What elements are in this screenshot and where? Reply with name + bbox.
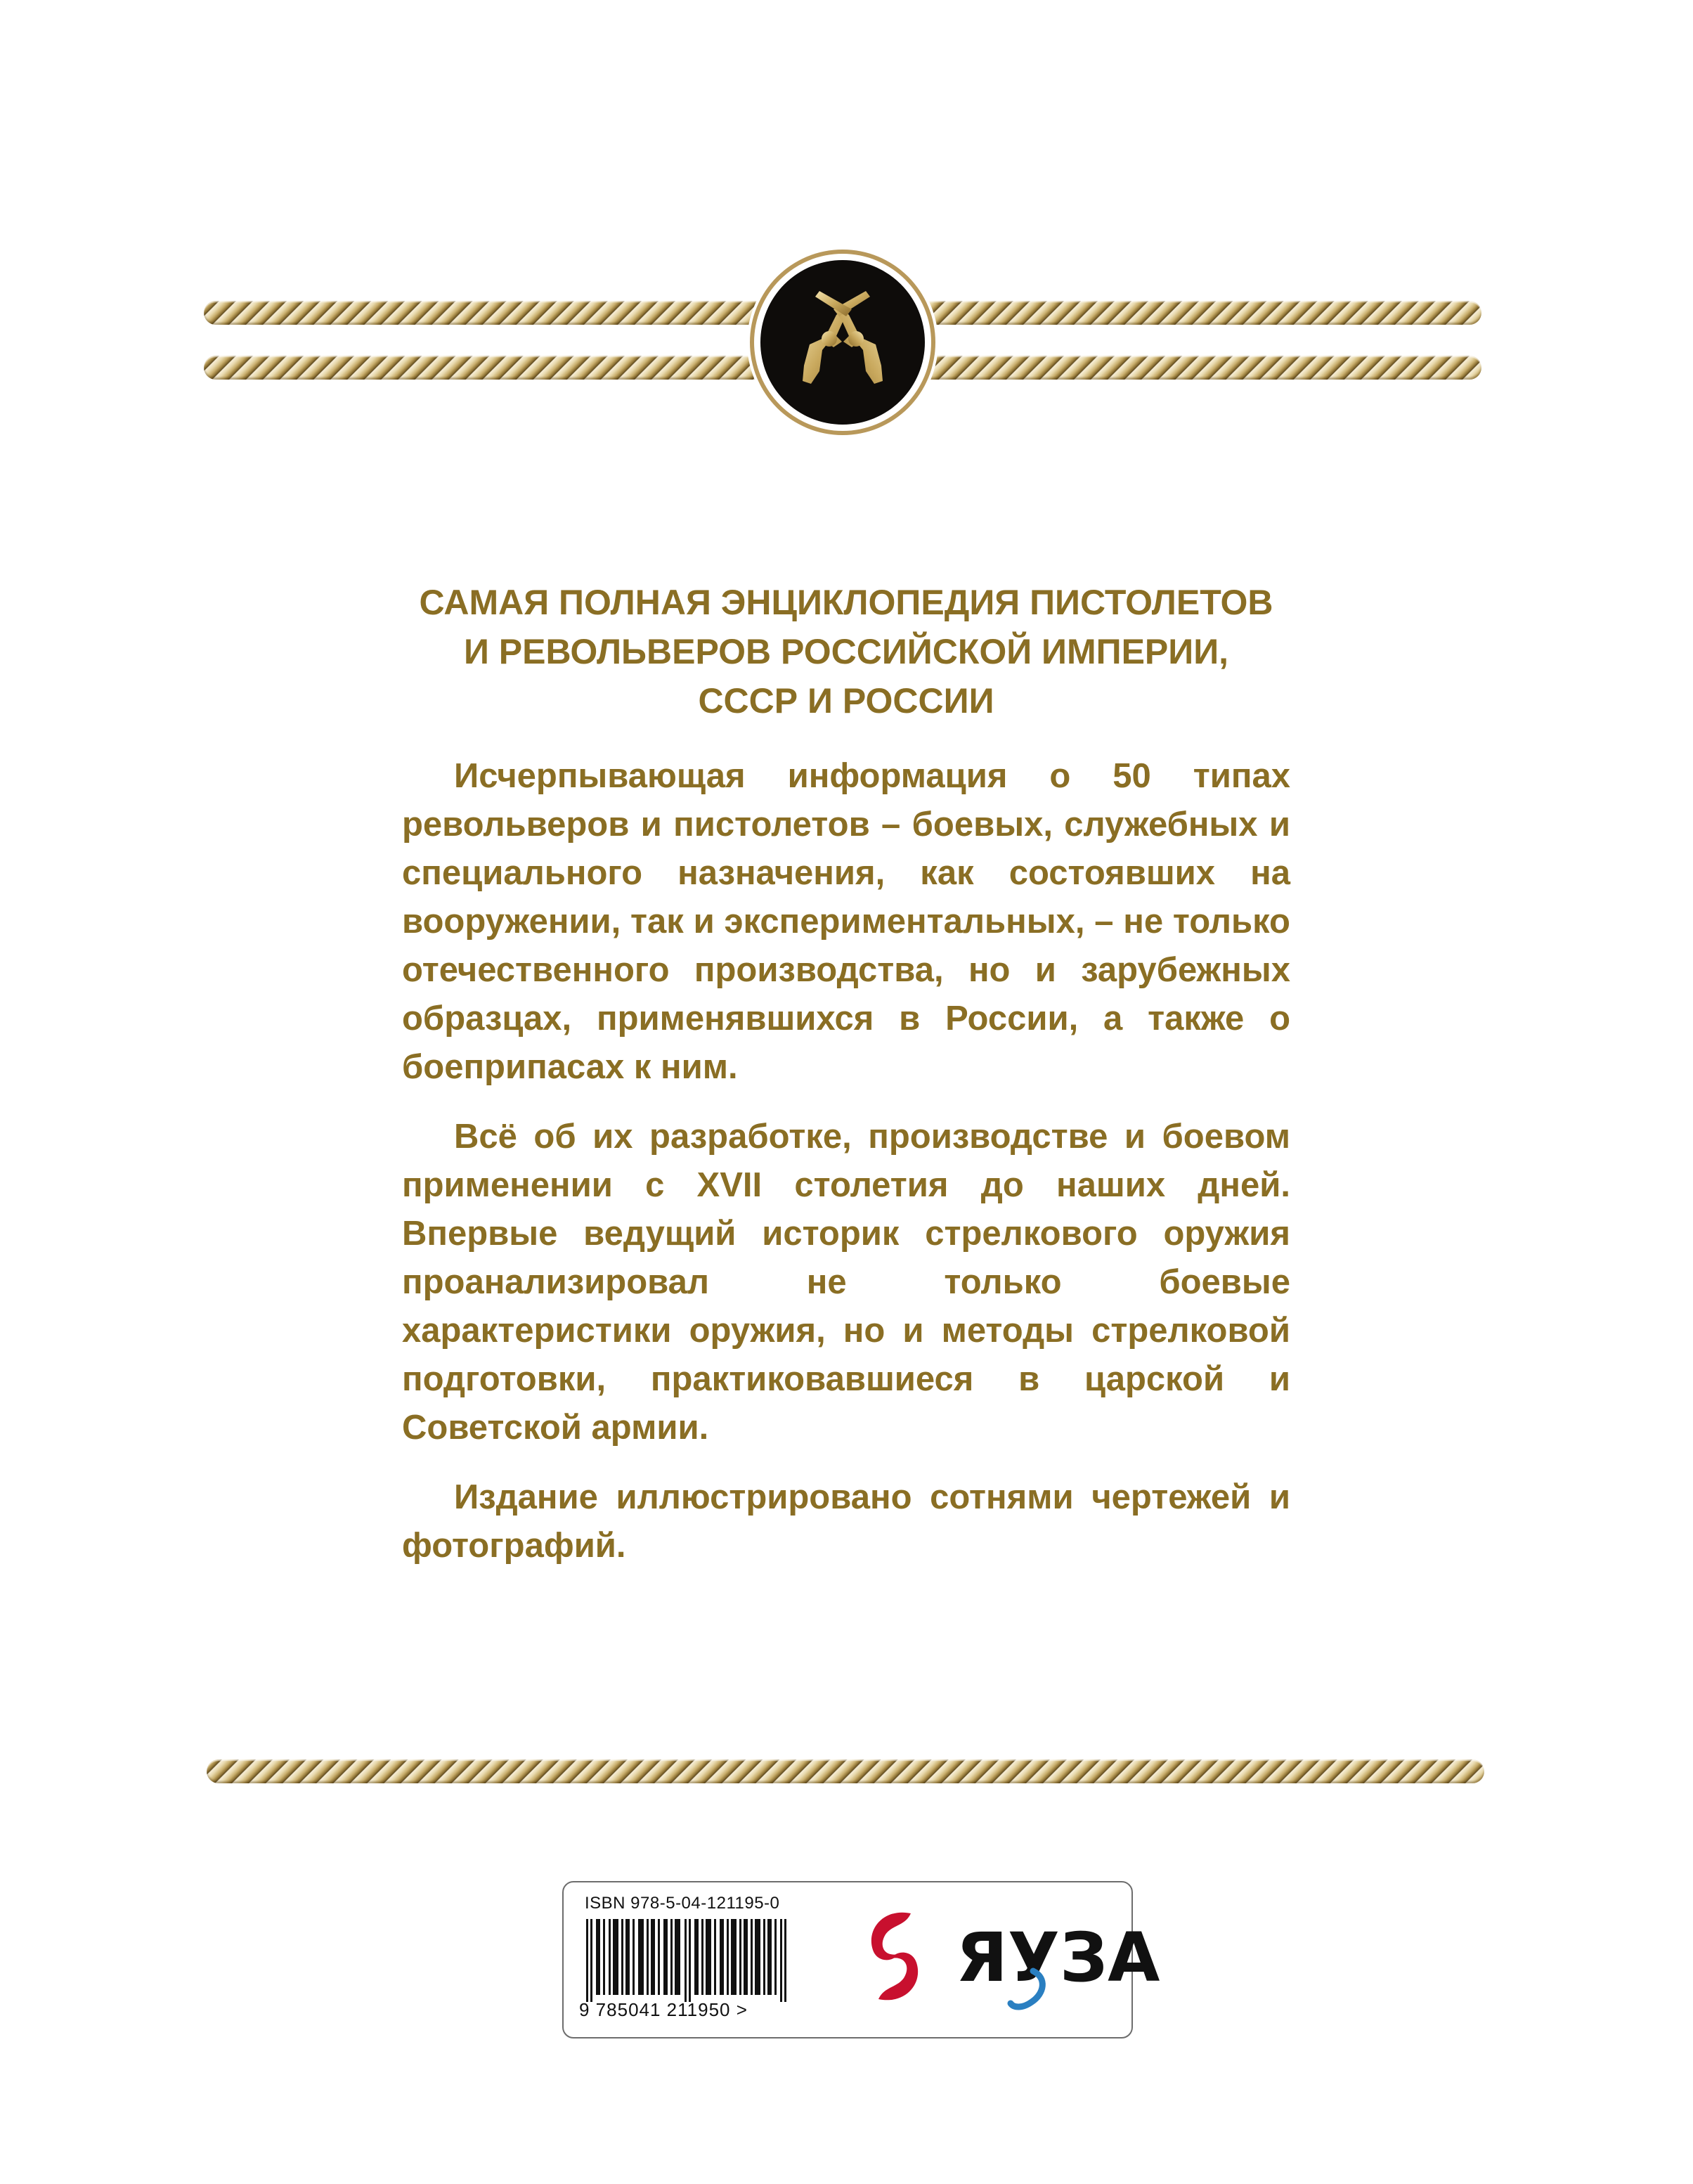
barcode-digits: 9 785041 211950 > — [579, 1999, 748, 2020]
headline-line-1: САМАЯ ПОЛНАЯ ЭНЦИКЛОПЕДИЯ ПИСТОЛЕТОВ — [419, 583, 1273, 622]
paragraph-contents: Исчерпывающая информация о 50 типах револьверов и пистолетов – боевых, служебных и специального назначения, как состоявших на вооружении, так и экспериментальных, – не только отечественного производства, но и зарубежных образцах, применявшихся в России, а также о боеприпасах к ним. — [402, 757, 1290, 1086]
annotation-text — [402, 578, 1290, 1591]
yauza-logo-icon — [954, 1911, 1160, 2016]
rope-border-bottom — [207, 1759, 1484, 1783]
paragraph-illustrations: Издание иллюстрировано сотнями чертежей и фотографий. — [402, 1478, 1290, 1565]
barcode-bars — [582, 1919, 807, 2002]
eksmo-logo-icon — [856, 1904, 933, 2009]
isbn-label: ISBN 978-5-04-121195-0 — [585, 1894, 780, 1913]
crossed-revolvers-icon — [760, 260, 925, 425]
cover-headline — [402, 578, 1290, 725]
barcode-panel — [562, 1881, 1160, 2038]
emblem-medallion — [760, 260, 925, 425]
headline-line-2: И РЕВОЛЬВЕРОВ РОССИЙСКОЙ ИМПЕРИИ, — [463, 632, 1229, 671]
paragraph-history: Всё об их разработке, производстве и боевом применении с XVII столетия до наших дней. Впервые ведущий историк стрелкового оружия проанализировал не только боевые характеристики оружия, но и методы стрелковой подготовки, практиковавшиеся в царской и Советской армии. — [402, 1118, 1290, 1447]
headline-line-3: СССР И РОССИИ — [698, 681, 994, 721]
yauza-logo-text: ЯУЗА — [956, 1918, 1160, 1997]
